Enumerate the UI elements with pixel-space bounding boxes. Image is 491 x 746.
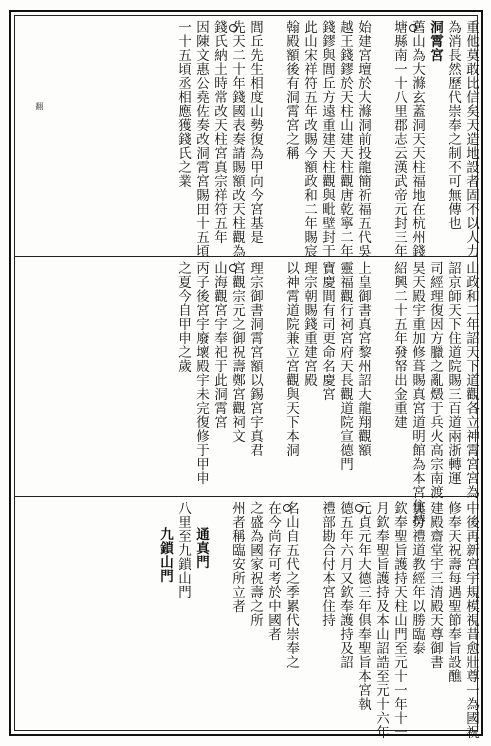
text-column: 元貞元年大德三年俱奉聖旨本宮執 [355,501,371,711]
register-bottom [15,496,477,737]
text-column: 欽奉聖旨護持天柱山門至元十一年十一 [391,501,407,739]
gate-heading: 通真門 [193,527,209,569]
text-column: 禮部勘合付本宮住持 [319,501,335,627]
text-column: 為消長然歷代崇奉之制不可無傳也 [445,20,461,230]
page-border-inner [14,15,479,739]
text-column: 理宗御書洞霄宮額以錫宮宇真君 [247,261,263,457]
text-column: 先天二十年錢國表奏請賜額改天柱觀為 [229,20,245,258]
gate-heading: 九鎖山門 [157,527,173,583]
text-column: 丙子後宮宇廢壞殿宇未完復修于甲申 [193,261,209,485]
text-column: 一十五頃丞相應獲錢氏之業 [175,20,191,188]
text-column: 司經理復因方臘之亂燬于兵火高宗南渡 [427,261,443,499]
register-top [15,16,477,256]
text-column: 名山自五代之季累代崇奉之 [283,501,299,669]
text-column: 詔京師天下住道院賜三百道兩浙轉運 [445,261,461,485]
text-column: 舊山為大滌玄蓋洞天天柱福地在杭州錢 [409,20,425,258]
text-column: 理宗朝賜錢重建宮殿 [301,261,317,387]
text-column: 建殿齋堂宇三清殿天尊御書 [427,501,443,669]
column-circle-mark [283,504,291,512]
text-column: 之盛為國家祝壽之所 [247,501,263,627]
text-column: 月欽奉聖旨護持及本山詔誥至元十六年 [373,501,389,739]
section-heading: 洞霄宮 [427,20,443,62]
text-column: 閭丘先生相度山勢復為甲向今宮基是 [247,20,263,244]
text-column: 寶慶間有司更命名慶宮 [319,261,335,401]
text-column: 德五年六月又欽奉護持及詔 [337,501,353,669]
column-circle-mark [409,24,417,32]
text-column: 州者稱臨安所立者 [229,501,245,613]
text-column: 之夏今自甲申之歲 [175,261,191,373]
margin-note: 翻 [35,102,44,110]
text-column: 靈福觀行祠宮府天長觀道院宣德門 [337,261,353,471]
column-circle-mark [229,24,237,32]
page-border [9,10,483,739]
text-column: 塘縣南一十八里郡志云漢武帝元封三年 [391,20,407,258]
text-column: 上皇御書真宮黎州詔大龍翔觀額 [355,261,371,457]
text-column: 錢氏納土時常改天柱宮真宗祥符五年 [211,20,227,244]
text-column: 裏勞禮道教經年以勝臨泰 [409,501,425,655]
text-column: 重他莫敢比信矣天造地設者固不以人力 [463,20,479,258]
register-middle [15,256,479,527]
text-column: 因陳文惠公堯佐奏改洞霄宮賜田十五頃 [193,20,209,258]
text-column: 山海觀宮宇奉祀于此洞霄宮 [211,261,227,429]
text-column: 修奉天祝壽每遇聖節奉旨設醮 [445,501,461,683]
text-column: 翰殿額後有洞霄宮之稱 [283,20,299,160]
text-column: 宮觀宗元之御祝壽鄭宮觀祠文 [229,261,245,443]
text-column: 昊天殿宇重加修葺賜真宮道明館為本宮住持 [409,261,425,527]
text-column: 在今尚存可考於中國者 [265,501,281,641]
text-column: 山政和二年詔天下道觀各立神霄宮宮為 [463,261,479,499]
text-column: 八里至九鎖山門 [175,501,191,599]
text-column: 始建宮壇於大滌洞前投龍簡祈福五代吳 [355,20,371,258]
column-circle-mark [355,504,363,512]
text-column: 此山宋祥符五年改賜今額政和二年賜宸 [301,20,317,258]
column-circle-mark [229,264,237,272]
text-column: 中後再新宮宇規模視昔愈壯尊一為國祝 [463,501,479,739]
text-column: 以神霄道院兼立宮觀與天下本洞 [283,261,299,457]
text-column: 紹興二十五年發帑出金重建 [391,261,407,429]
text-column: 錢鏐與閭丘方遠重建天柱觀與毗壁封于 [319,20,335,258]
text-column: 越王錢鏐於天柱山建天柱觀唐乾寧二年 [337,20,353,258]
